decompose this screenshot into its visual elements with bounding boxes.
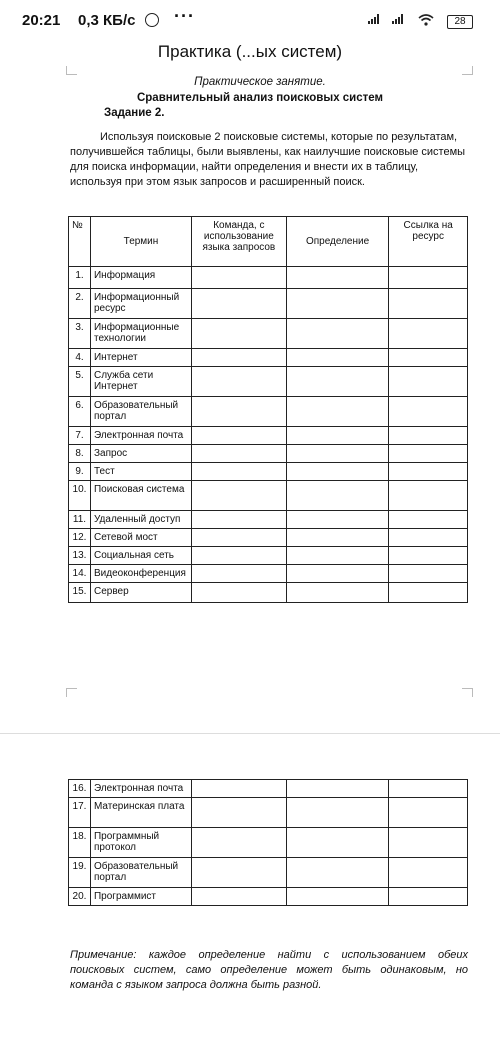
term-cell: Образовательный портал — [90, 397, 191, 427]
command-cell — [191, 289, 286, 319]
row-number: 1. — [69, 267, 91, 289]
term-cell: Электронная почта — [90, 780, 191, 798]
definition-cell — [286, 463, 389, 481]
link-cell — [389, 780, 468, 798]
command-cell — [191, 367, 286, 397]
link-cell — [389, 319, 468, 349]
definition-cell — [286, 828, 389, 858]
command-cell — [191, 267, 286, 289]
column-header: Определение — [286, 217, 389, 267]
link-cell — [389, 529, 468, 547]
definition-cell — [286, 547, 389, 565]
page-corner-mark — [462, 688, 473, 697]
status-network-speed: 0,3 КБ/с — [78, 12, 136, 29]
table-row — [69, 481, 468, 511]
row-number: 17. — [69, 798, 91, 828]
term-cell: Программный протокол — [90, 828, 191, 858]
table-row — [69, 529, 468, 547]
table-row — [69, 319, 468, 349]
definition-cell — [286, 583, 389, 603]
table-row — [69, 511, 468, 529]
column-header: Ссылка на ресурс — [389, 217, 468, 267]
task-label: Задание 2. — [104, 107, 165, 119]
link-cell — [389, 798, 468, 828]
term-cell: Социальная сеть — [90, 547, 191, 565]
row-number: 3. — [69, 319, 91, 349]
term-cell: Сетевой мост — [90, 529, 191, 547]
page-separator — [0, 733, 500, 734]
table-row — [69, 780, 468, 798]
definition-cell — [286, 565, 389, 583]
term-cell: Интернет — [90, 349, 191, 367]
definition-cell — [286, 858, 389, 888]
link-cell — [389, 565, 468, 583]
row-number: 5. — [69, 367, 91, 397]
row-number: 11. — [69, 511, 91, 529]
term-cell: Запрос — [90, 445, 191, 463]
row-number: 12. — [69, 529, 91, 547]
term-cell: Материнская плата — [90, 798, 191, 828]
row-number: 14. — [69, 565, 91, 583]
link-cell — [389, 547, 468, 565]
term-cell: Информация — [90, 267, 191, 289]
definition-cell — [286, 367, 389, 397]
definition-cell — [286, 289, 389, 319]
definition-cell — [286, 397, 389, 427]
terms-table — [68, 216, 468, 603]
command-cell — [191, 583, 286, 603]
status-time: 20:21 — [22, 12, 61, 29]
term-cell: Удаленный доступ — [90, 511, 191, 529]
table-row — [69, 858, 468, 888]
link-cell — [389, 583, 468, 603]
table-row — [69, 798, 468, 828]
term-cell: Тест — [90, 463, 191, 481]
link-cell — [389, 397, 468, 427]
command-cell — [191, 780, 286, 798]
command-cell — [191, 349, 286, 367]
definition-cell — [286, 780, 389, 798]
command-cell — [191, 463, 286, 481]
row-number: 13. — [69, 547, 91, 565]
definition-cell — [286, 445, 389, 463]
status-bar — [0, 0, 500, 30]
definition-cell — [286, 481, 389, 511]
command-cell — [191, 481, 286, 511]
link-cell — [389, 511, 468, 529]
command-cell — [191, 529, 286, 547]
table-row — [69, 583, 468, 603]
column-header: № — [69, 217, 91, 267]
row-number: 10. — [69, 481, 91, 511]
row-number: 19. — [69, 858, 91, 888]
command-cell — [191, 798, 286, 828]
battery-icon: 28 — [447, 15, 473, 29]
terms-table-continued — [68, 779, 468, 906]
table-row — [69, 397, 468, 427]
term-cell: Образовательный портал — [90, 858, 191, 888]
command-cell — [191, 828, 286, 858]
link-cell — [389, 289, 468, 319]
table-row — [69, 445, 468, 463]
column-header: Команда, с использование языка запросов — [191, 217, 286, 267]
definition-cell — [286, 529, 389, 547]
term-cell: Информационные технологии — [90, 319, 191, 349]
link-cell — [389, 349, 468, 367]
term-cell: Видеоконференция — [90, 565, 191, 583]
link-cell — [389, 445, 468, 463]
page-corner-mark — [66, 688, 77, 697]
command-cell — [191, 397, 286, 427]
link-cell — [389, 267, 468, 289]
table-row — [69, 565, 468, 583]
row-number: 8. — [69, 445, 91, 463]
doc-heading: Практическое занятие. — [194, 76, 326, 88]
more-notifications-icon: ··· — [174, 6, 195, 26]
table-row — [69, 828, 468, 858]
command-cell — [191, 427, 286, 445]
wifi-icon — [418, 14, 434, 26]
table-row — [69, 888, 468, 906]
table-row — [69, 547, 468, 565]
table-row — [69, 289, 468, 319]
term-cell: Программист — [90, 888, 191, 906]
row-number: 2. — [69, 289, 91, 319]
command-cell — [191, 445, 286, 463]
row-number: 20. — [69, 888, 91, 906]
table-row — [69, 267, 468, 289]
term-cell: Информационный ресурс — [90, 289, 191, 319]
document-title: Практика (...ых систем) — [157, 42, 343, 61]
note-text: Примечание: каждое определение найти с использованием обеих поисковых систем, само определение может быть одинаковым, но команда с языком запроса должна быть разной. — [70, 949, 468, 991]
table-row — [69, 349, 468, 367]
row-number: 18. — [69, 828, 91, 858]
row-number: 7. — [69, 427, 91, 445]
link-cell — [389, 858, 468, 888]
definition-cell — [286, 267, 389, 289]
doc-subheading: Сравнительный анализ поисковых систем — [136, 92, 384, 104]
term-cell: Электронная почта — [90, 427, 191, 445]
command-cell — [191, 319, 286, 349]
table-row — [69, 463, 468, 481]
page-corner-mark — [462, 66, 473, 75]
link-cell — [389, 481, 468, 511]
definition-cell — [286, 888, 389, 906]
row-number: 6. — [69, 397, 91, 427]
column-header: Термин — [90, 217, 191, 267]
alarm-icon — [145, 13, 159, 27]
definition-cell — [286, 349, 389, 367]
command-cell — [191, 858, 286, 888]
table-row — [69, 367, 468, 397]
command-cell — [191, 888, 286, 906]
row-number: 16. — [69, 780, 91, 798]
definition-cell — [286, 319, 389, 349]
term-cell: Сервер — [90, 583, 191, 603]
definition-cell — [286, 511, 389, 529]
link-cell — [389, 888, 468, 906]
row-number: 9. — [69, 463, 91, 481]
term-cell: Поисковая система — [90, 481, 191, 511]
link-cell — [389, 463, 468, 481]
link-cell — [389, 367, 468, 397]
page-corner-mark — [66, 66, 77, 75]
term-cell: Служба сети Интернет — [90, 367, 191, 397]
link-cell — [389, 427, 468, 445]
command-cell — [191, 565, 286, 583]
table-row — [69, 427, 468, 445]
row-number: 15. — [69, 583, 91, 603]
definition-cell — [286, 798, 389, 828]
task-description: Используя поисковые 2 поисковые системы, которые по результатам, получившейся таблицы, были выявлены, как наилучшие поисковые системы для поиска информации, найти определения и внести их в таблицу, используя при этом язык запросов и расширенный поиск. — [70, 131, 466, 188]
row-number: 4. — [69, 349, 91, 367]
command-cell — [191, 547, 286, 565]
command-cell — [191, 511, 286, 529]
link-cell — [389, 828, 468, 858]
definition-cell — [286, 427, 389, 445]
